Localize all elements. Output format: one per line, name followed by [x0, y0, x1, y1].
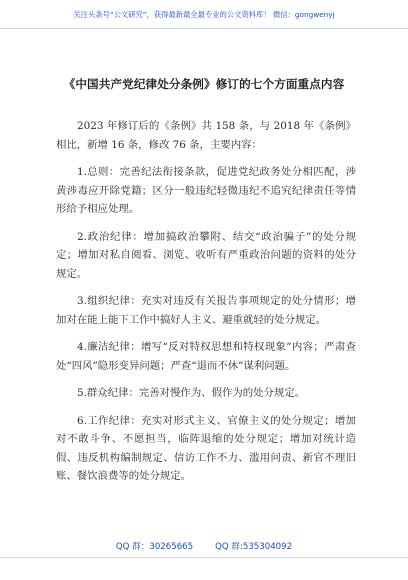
footer-qq-group-2: QQ 群:535304092	[215, 542, 293, 552]
header-divider	[0, 28, 408, 29]
footer-divider	[0, 557, 408, 558]
section-political-paragraph: 2.政治纪律：增加搞政治攀附、结交“政治骗子”的处分规定；增加对私自阅看、浏览、收听有严重政治问题的资料的处分规定。	[56, 230, 356, 280]
document-body	[56, 117, 356, 495]
section-organizational-paragraph: 3.组织纪律：充实对违反有关报告事项规定的处分情形；增加对在能上能下工作中搞好人主义、避重就轻的处分规定。	[56, 295, 356, 326]
footer-qq-group-1: QQ 群：30265665	[115, 542, 194, 552]
footer-contact	[0, 540, 408, 552]
intro-paragraph: 2023 年修订后的《条例》共 158 条，与 2018 年《条例》相比，新增 16 条，修改 76 条，主要内容：	[56, 120, 356, 151]
header-banner: 关注头条号“公文研究”，获得最新最全最专业的公文资料库！ 微信：gongwenyj	[73, 10, 335, 19]
section-general-paragraph: 1.总则：完善纪法衔接条款，促进党纪政务处分相匹配，涉黄涉毒应开除党籍；区分一般违纪轻微违纪不追究纪律责任等情形给予相应处理。	[56, 166, 356, 215]
section-integrity-paragraph: 4.廉洁纪律：增写“反对特权思想和特权现象”内容；严肃查处“四风”隐形变异问题；严查“退而不休”谋利问题。	[56, 341, 356, 372]
section-work-paragraph: 6.工作纪律：充实对形式主义、官僚主义的处分规定；增加对不敢斗争、不愿担当，临阵退缩的处分规定；增加对统计造假、违反机构编制规定、信访工作不力、滥用问责、新官不理旧账、餐饮浪费等的处分规定。	[56, 414, 356, 482]
document-title: 《中国共产党纪律处分条例》修订的七个方面重点内容	[63, 77, 345, 91]
section-mass-paragraph: 5.群众纪律：完善对慢作为、假作为的处分规定。	[77, 387, 306, 399]
